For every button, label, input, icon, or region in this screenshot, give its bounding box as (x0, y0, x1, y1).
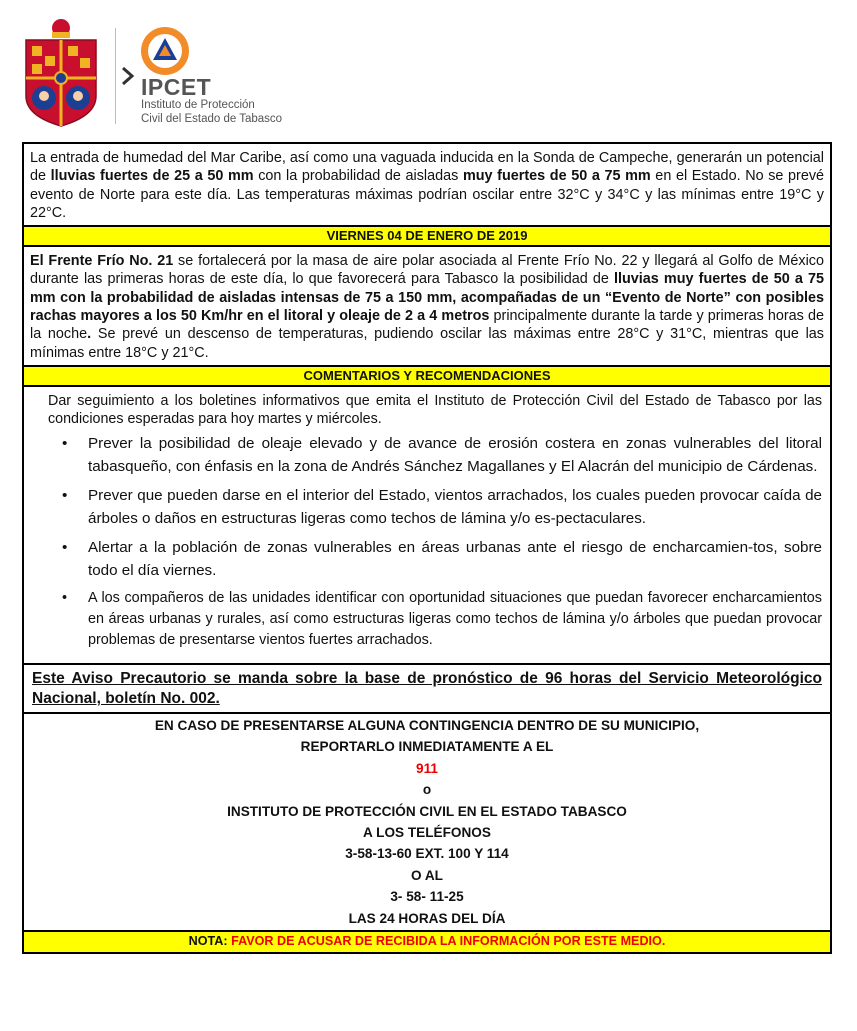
list-item: • Prever la posibilidad de oleaje elevado y de avance de erosión costera en zonas vulnerables del litoral tabasqueño, con énfasis en la zona de Andrés Sánchez Magallanes y El Alacrán del municipio de Cárdenas. (48, 432, 822, 478)
list-item: • A los compañeros de las unidades identificar con oportunidad situaciones que puedan favorecer encharcamientos en áreas urbanas y rurales, así como estructuras ligeras como techos de lámina y/o árboles que puedan provocar problemas de presentarse vientos fuertes arrachados. (62, 589, 822, 648)
bullet-icon: • (62, 589, 68, 606)
org-acronym: IPCET (141, 74, 212, 100)
header-divider (115, 28, 116, 124)
contact-line: O AL (411, 867, 443, 883)
contact-line: A LOS TELÉFONOS (363, 825, 491, 840)
contact-line: o (422, 782, 432, 798)
nota-text: FAVOR DE ACUSAR DE RECIBIDA LA INFORMACIÓN POR ESTE MEDIO. (227, 934, 666, 949)
day-header: VIERNES 04 DE ENERO DE 2019 (24, 227, 830, 247)
bullet-icon: • (62, 486, 68, 504)
proteccion-civil-seal-logo (140, 26, 190, 76)
list-item: • Prever que pueden darse en el interior del Estado, vientos arrachados, los cuales pueden provocar caída de árboles o daños en estructuras ligeras como techos de lámina y/o es-pectaculares. (48, 484, 822, 530)
list-item: • Alertar a la población de zonas vulnerables en áreas urbanas ante el riesgo de encharcamien-tos, sobre todo el día viernes. (48, 536, 822, 582)
forecast-paragraph-1: La entrada de humedad del Mar Caribe, así como una vaguada inducida en la Sonda de Campeche, generarán un potencial de lluvias fuertes de 25 a 50 mm con la probabilidad de aisladas muy fuertes de 50 a 75 mm en el Estado. No se prevé evento de Norte para este día. Las temperaturas máximas podrían oscilar entre 32°C y 34°C y las mínimas entre 19°C y 22°C. (24, 144, 830, 227)
nota-bar (24, 932, 830, 952)
phone-number: 3- 58- 11-25 (390, 889, 464, 905)
recommendations-header: COMENTARIOS Y RECOMENDACIONES (24, 367, 830, 387)
contact-line: REPORTARLO INMEDIATAMENTE A EL (300, 739, 554, 755)
org-name-line-1: Instituto de Protección (141, 99, 255, 111)
contact-line: INSTITUTO DE PROTECCIÓN CIVIL EN EL ESTADO TABASCO (227, 803, 627, 819)
forecast-paragraph-2: El Frente Frío No. 21 se fortalecerá por la masa de aire polar asociada al Frente Frío No. 22 y llegará al Golfo de México durante las primeras horas de este día, lo que favorecerá para Tabasco la posibilidad de lluvias muy fuertes de 50 a 75 mm con la probabilidad de aisladas intensas de 75 a 150 mm, acompañadas de un “Evento de Norte” con posibles rachas mayores a los 50 Km/hr en el litoral y oleaje de 2 a 4 metros principalmente durante la tarde y primeras horas de la noche. Se prevé un descenso de temperaturas, pudiendo oscilar las máximas entre 28°C y 31°C, mientras que las mínimas entre 18°C y 21°C. (24, 247, 830, 367)
tabasco-coat-of-arms-logo (22, 16, 100, 128)
aviso-statement: Este Aviso Precautorio se manda sobre la base de pronóstico de 96 horas del Servicio Meteorológico Nacional, boletín No. 002. (24, 665, 830, 714)
contact-block (24, 714, 830, 932)
recommendations-intro: Dar seguimiento a los boletines informativos que emita el Instituto de Protección Civil del Estado de Tabasco por las condiciones esperadas para hoy martes y miércoles. (48, 392, 822, 428)
contact-line: EN CASO DE PRESENTARSE ALGUNA CONTINGENCIA DENTRO DE SU MUNICIPIO, (154, 717, 700, 733)
recommendations-list (24, 387, 830, 665)
bullet-icon: • (62, 434, 68, 452)
bulletin-table (22, 142, 832, 954)
bullet-icon: • (62, 538, 68, 556)
org-name-line-2: Civil del Estado de Tabasco (141, 113, 283, 125)
phone-number: 3-58-13-60 EXT. 100 Y 114 (345, 846, 509, 862)
document-header (0, 0, 857, 140)
chevron-right-icon (120, 66, 136, 86)
contact-line: LAS 24 HORAS DEL DÍA (348, 910, 506, 926)
nota-label: NOTA: (188, 934, 228, 949)
emergency-number: 911 (416, 760, 438, 776)
